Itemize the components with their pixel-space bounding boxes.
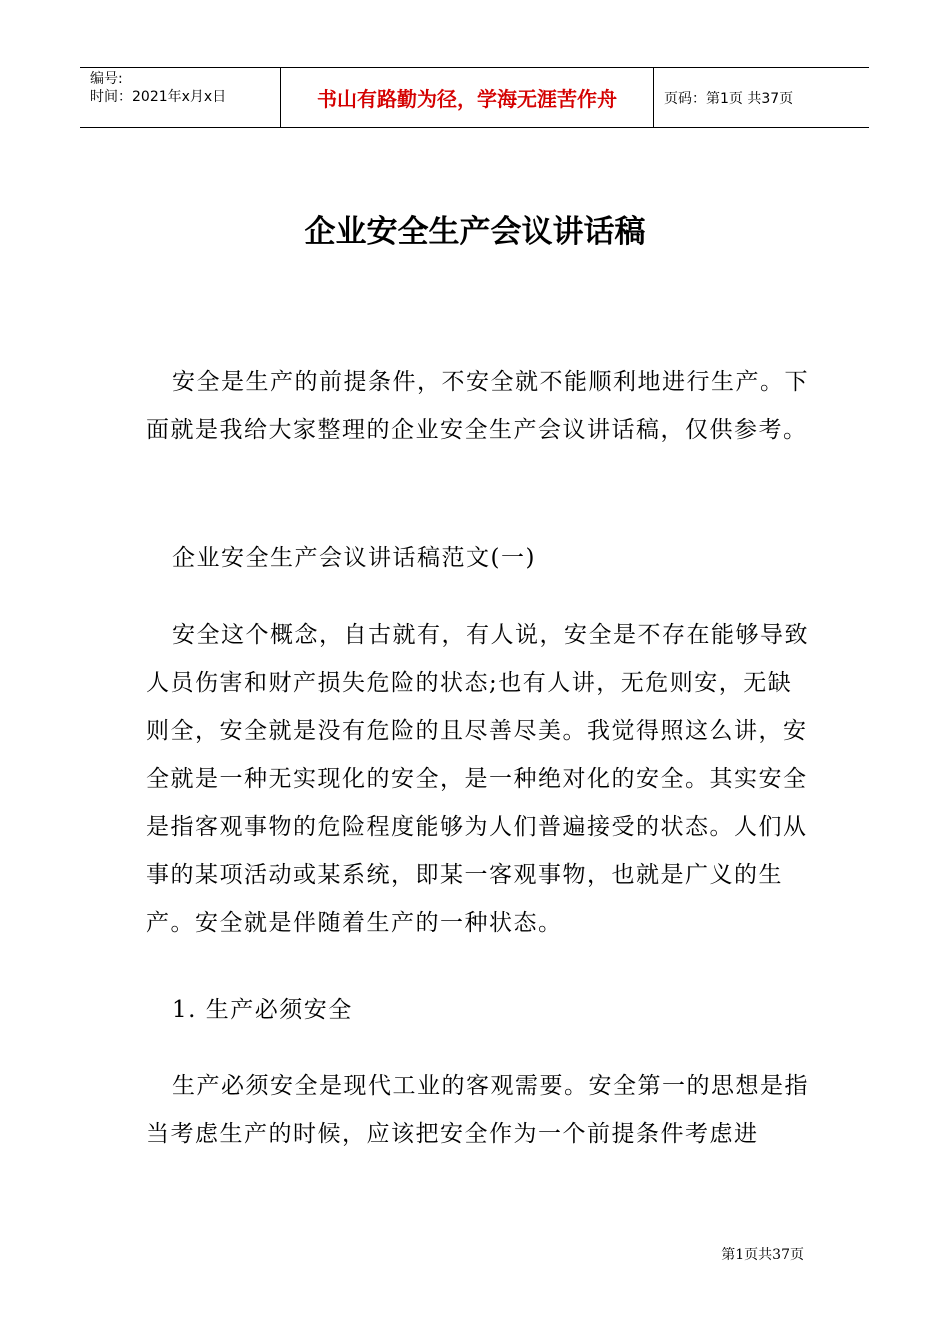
header-page-info: 页码：第1页 共37页	[664, 90, 794, 107]
document-title: 企业安全生产会议讲话稿	[304, 214, 646, 250]
section-heading: 企业安全生产会议讲话稿范文(一)	[172, 545, 536, 571]
paragraph-intro: 安全是生产的前提条件，不安全就不能顺利地进行生产。下面就是我给大家整理的企业安全生产会议讲话稿，仅供参考。	[146, 369, 809, 443]
page-footer: 第1页共37页	[721, 1247, 804, 1263]
subheading-1: 1. 生产必须安全	[172, 997, 353, 1023]
header-motto: 书山有路勤为径，学海无涯苦作舟	[281, 68, 654, 127]
header-meta	[80, 68, 281, 127]
paragraph-body-2: 生产必须安全是现代工业的客观需要。安全第一的思想是指当考虑生产的时候，应该把安全作为一个前提条件考虑进	[146, 1073, 809, 1147]
time-label: 时间：2021年x月x日	[90, 89, 227, 105]
number-label: 编号:	[90, 71, 123, 87]
document-header	[80, 67, 869, 128]
paragraph-body: 安全这个概念，自古就有，有人说，安全是不存在能够导致人员伤害和财产损失危险的状态;也有人讲，无危则安，无缺则全，安全就是没有危险的且尽善尽美。我觉得照这么讲，安全就是一种无实现化的安全，是一种绝对化的安全。其实安全是指客观事物的危险程度能够为人们普遍接受的状态。人们从事的某项活动或某系统，即某一客观事物，也就是广义的生产。安全就是伴随着生产的一种状态。	[146, 622, 809, 936]
